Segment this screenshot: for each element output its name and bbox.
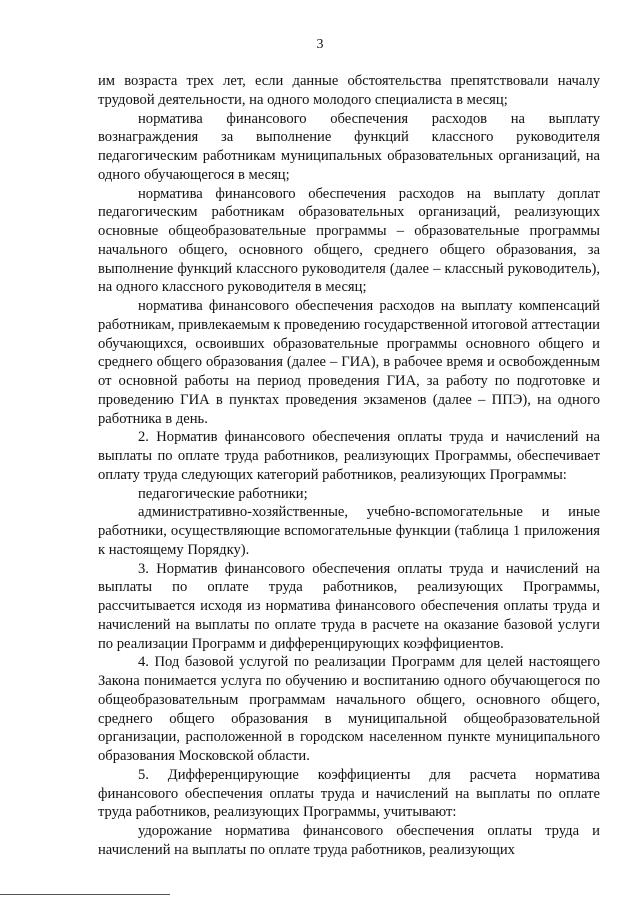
- document-body: [98, 72, 600, 860]
- paragraph-item-3: 3. Норматив финансового обеспечения оплаты труда и начислений на выплаты по оплате труда работников, реализующих Программы, рассчитывается исходя из норматива финансового обеспечения оплаты труда и начислений на выплаты по оплате труда в расчете на оказание базовой услуги по реализации Программ и дифференцирующих коэффициентов.: [98, 560, 600, 652]
- paragraph-item-2: 2. Норматив финансового обеспечения оплаты труда и начислений на выплаты по оплате труда работников, реализующих Программы, обеспечивает оплату труда следующих категорий работников, реализующих Программы:: [98, 429, 600, 483]
- paragraph-continuation: им возраста трех лет, если данные обстоятельства препятствовали началу трудовой деятельности, на одного молодого специалиста в месяц;: [98, 73, 600, 108]
- paragraph: административно-хозяйственные, учебно-вспомогательные и иные работники, осуществляющие вспомогательные функции (таблица 1 приложения к настоящему Порядку).: [98, 504, 600, 558]
- page-number: 3: [316, 37, 324, 52]
- footer-rule: [0, 894, 170, 895]
- paragraph: удорожание норматива финансового обеспечения оплаты труда и начислений на выплаты по оплате труда работников, реализующих: [98, 823, 600, 858]
- paragraph: педагогические работники;: [138, 485, 308, 502]
- paragraph: норматива финансового обеспечения расходов на выплату вознаграждения за выполнение функций классного руководителя педагогическим работникам муниципальных образовательных организаций, на одного обучающегося в месяц;: [98, 110, 600, 183]
- paragraph-item-5: 5. Дифференцирующие коэффициенты для расчета норматива финансового обеспечения оплаты труда и начислений на выплаты по оплате труда работников, реализующих Программы, учитывают:: [98, 766, 600, 821]
- paragraph: норматива финансового обеспечения расходов на выплату компенсаций работникам, привлекаемым к проведению государственной итоговой аттестации обучающихся, освоивших образовательные программы основного общего и среднего общего образования (далее – ГИА), в рабочее время и освобожденным от основной работы на период проведения ГИА, за работу по подготовке и проведению ГИА в пунктах проведения экзаменов (далее – ППЭ), на одного работника в день.: [98, 298, 600, 427]
- paragraph: норматива финансового обеспечения расходов на выплату доплат педагогическим работникам образовательных организаций, реализующих основные общеобразовательные программы – образовательные программы начального общего, основного общего, среднего общего образования, за выполнение функций классного руководителя (далее – классный руководитель), на одного классного руководителя в месяц;: [98, 185, 600, 296]
- paragraph-item-4: 4. Под базовой услугой по реализации Программ для целей настоящего Закона понимается услуга по обучению и воспитанию одного обучающегося по общеобразовательным программам начального общего, основного общего, среднего общего образования в муниципальной общеобразовательной организации, расположенной в городском населенном пункте муниципального образования Московской области.: [98, 654, 600, 764]
